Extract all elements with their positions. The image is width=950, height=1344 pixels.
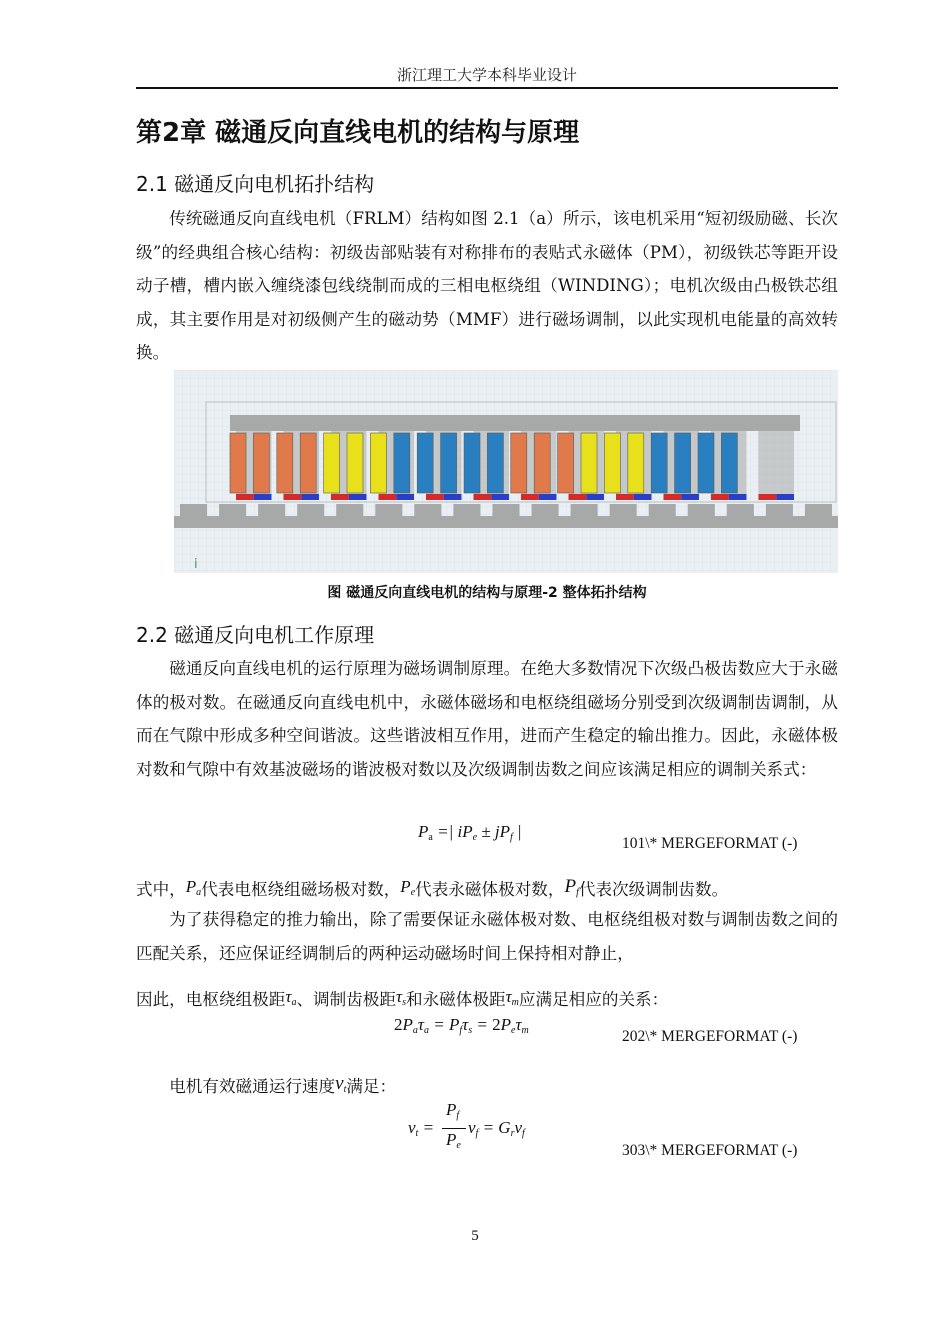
pole-pitch-text-1: 因此，电枢绕组极距 bbox=[136, 990, 286, 1009]
secondary-tooth-13 bbox=[649, 504, 676, 516]
secondary-tooth-10 bbox=[532, 504, 559, 516]
running-header: 浙江理工大学本科毕业设计 bbox=[396, 66, 577, 84]
pm-red-4 bbox=[379, 494, 397, 500]
pole-pitch-text-2: 、调制齿极距 bbox=[296, 990, 396, 1009]
pm-blue-1 bbox=[254, 494, 272, 500]
equation-2: $2P_a\tau_a = P_f\tau_s = 2P_e\tau_m$ bbox=[394, 1015, 529, 1036]
secondary-tooth-9 bbox=[492, 504, 519, 516]
coil-17 bbox=[604, 433, 620, 493]
coil-14 bbox=[534, 433, 550, 493]
page-number: 5 bbox=[471, 1228, 479, 1244]
secondary-tooth-15 bbox=[727, 504, 754, 516]
coil-10 bbox=[441, 433, 457, 493]
pole-pitch-text-4: 应满足相应的关系： bbox=[518, 990, 669, 1009]
coil-21 bbox=[698, 433, 714, 493]
secondary-tooth-5 bbox=[336, 504, 363, 516]
velocity-text-1: 电机有效磁通运行速度 bbox=[169, 1077, 336, 1096]
where-f-text: 代表次级调制齿数。 bbox=[578, 880, 729, 899]
coil-11 bbox=[464, 433, 480, 493]
pm-red-7 bbox=[521, 494, 539, 500]
coil-3 bbox=[277, 433, 293, 493]
pm-blue-3 bbox=[349, 494, 367, 500]
chapter-title: 第2章 磁通反向直线电机的结构与原理 bbox=[136, 118, 580, 148]
pm-red-8 bbox=[569, 494, 587, 500]
where-prefix: 式中， bbox=[136, 880, 186, 899]
coil-20 bbox=[675, 433, 691, 493]
pm-blue-9 bbox=[634, 494, 652, 500]
coil-12 bbox=[487, 433, 503, 493]
pm-blue-7 bbox=[539, 494, 557, 500]
velocity-sentence: 电机有效磁通运行速度$v_t$满足： bbox=[169, 1073, 397, 1096]
coil-4 bbox=[300, 433, 316, 493]
secondary-tooth-14 bbox=[688, 504, 715, 516]
secondary-tooth-16 bbox=[766, 504, 793, 516]
pm-red-10 bbox=[664, 494, 682, 500]
coil-8 bbox=[394, 433, 410, 493]
secondary-tooth-17 bbox=[805, 504, 832, 516]
pm-blue-11 bbox=[729, 494, 747, 500]
where-a-text: 代表电枢绕组磁场极对数， bbox=[201, 880, 401, 899]
section-2-1-paragraph: 传统磁通反向直线电机（FRLM）结构如图 2.1（a）所示，该电机采用“短初级励磁、长次级”的经典组合核心结构：初级齿部贴装有对称排布的表贴式永磁体（PM），初级铁芯等距开设动子槽，槽内嵌入缠绕漆包线绕制而成的三相电枢绕组（WINDING）；电机次级由凸极铁芯组成，其主要作用是对初级侧产生的磁动势（MMF）进行磁场调制，以此实现机电能量的高效转换。 bbox=[136, 209, 838, 362]
secondary-tooth-2 bbox=[219, 504, 246, 516]
primary-yoke bbox=[230, 415, 800, 431]
pm-red-12 bbox=[759, 494, 777, 500]
secondary-tooth-6 bbox=[375, 504, 402, 516]
coil-5 bbox=[324, 433, 340, 493]
pm-red-2 bbox=[284, 494, 302, 500]
secondary-tooth-11 bbox=[571, 504, 598, 516]
corner-mark: i bbox=[194, 557, 198, 572]
pm-red-3 bbox=[331, 494, 349, 500]
equation-1-number: 101\* MERGEFORMAT (-) bbox=[622, 835, 798, 852]
coil-18 bbox=[628, 433, 644, 493]
section-2-2-paragraph-2: 为了获得稳定的推力输出，除了需要保证永磁体极对数、电枢绕组极对数与调制齿数之间的匹配关系，还应保证经调制后的两种运动磁场时间上保持相对静止， bbox=[136, 910, 838, 963]
coil-7 bbox=[370, 433, 386, 493]
secondary-tooth-1 bbox=[180, 504, 207, 516]
velocity-text-2: 满足： bbox=[346, 1077, 397, 1096]
header-rule bbox=[136, 87, 838, 89]
motor-topology-diagram bbox=[174, 370, 838, 573]
secondary-tooth-12 bbox=[610, 504, 637, 516]
equation-1: $P_a$ =| $iP_e \pm jP_f$ | bbox=[418, 822, 522, 843]
coil-9 bbox=[417, 433, 433, 493]
pm-blue-12 bbox=[776, 494, 794, 500]
section-2-2-paragraph-2-end: 因此，电枢绕组极距$\tau_a$、调制齿极距$\tau_s$和永磁体极距$\tau_m$应满足相应的关系： bbox=[136, 987, 669, 1009]
coil-6 bbox=[347, 433, 363, 493]
equation-3-number: 303\* MERGEFORMAT (-) bbox=[622, 1142, 798, 1159]
pm-red-5 bbox=[426, 494, 444, 500]
pm-blue-10 bbox=[681, 494, 699, 500]
symbol-definitions: 式中，$P_a$代表电枢绕组磁场极对数，$P_e$代表永磁体极对数，$P_f$代表次级调制齿数。 bbox=[136, 876, 729, 899]
coil-1 bbox=[230, 433, 246, 493]
coil-15 bbox=[558, 433, 574, 493]
secondary-tooth-8 bbox=[453, 504, 480, 516]
pm-blue-4 bbox=[396, 494, 414, 500]
primary-tooth-12 bbox=[759, 431, 795, 497]
pm-red-6 bbox=[474, 494, 492, 500]
topology-figure bbox=[174, 370, 838, 573]
section-2-1-title: 2.1 磁通反向电机拓扑结构 bbox=[136, 172, 375, 196]
pm-blue-2 bbox=[301, 494, 319, 500]
equation-2-number: 202\* MERGEFORMAT (-) bbox=[622, 1028, 798, 1045]
coil-13 bbox=[511, 433, 527, 493]
pm-blue-6 bbox=[491, 494, 509, 500]
section-2-2-title: 2.2 磁通反向电机工作原理 bbox=[136, 623, 375, 647]
secondary-tooth-4 bbox=[297, 504, 324, 516]
secondary-salient-teeth bbox=[180, 504, 832, 516]
coil-22 bbox=[721, 433, 737, 493]
secondary-tooth-7 bbox=[414, 504, 441, 516]
equation-3: $v_t$ = $P_f$ $P_e$ $v_f = G_rv_f$ bbox=[408, 1100, 525, 1151]
coil-16 bbox=[581, 433, 597, 493]
secondary-yoke bbox=[174, 516, 838, 528]
coil-19 bbox=[651, 433, 667, 493]
pm-blue-8 bbox=[586, 494, 604, 500]
coil-2 bbox=[253, 433, 269, 493]
pm-blue-5 bbox=[444, 494, 462, 500]
pm-red-9 bbox=[616, 494, 634, 500]
secondary-tooth-3 bbox=[258, 504, 285, 516]
pm-red-11 bbox=[711, 494, 729, 500]
where-e-text: 代表永磁体极对数， bbox=[415, 880, 565, 899]
figure-caption: 图 磁通反向直线电机的结构与原理-2 整体拓扑结构 bbox=[327, 585, 647, 601]
pm-red-1 bbox=[236, 494, 254, 500]
section-2-2-paragraph-1: 磁通反向直线电机的运行原理为磁场调制原理。在绝大多数情况下次级凸极齿数应大于永磁体的极对数。在磁通反向直线电机中，永磁体磁场和电枢绕组磁场分别受到次级调制齿调制，从而在气隙中形成多种空间谐波。这些谐波相互作用，进而产生稳定的输出推力。因此，永磁体极对数和气隙中有效基波磁场的谐波极对数以及次级调制齿数之间应该满足相应的调制关系式： bbox=[136, 659, 838, 779]
pole-pitch-text-3: 和永磁体极距 bbox=[406, 990, 506, 1009]
